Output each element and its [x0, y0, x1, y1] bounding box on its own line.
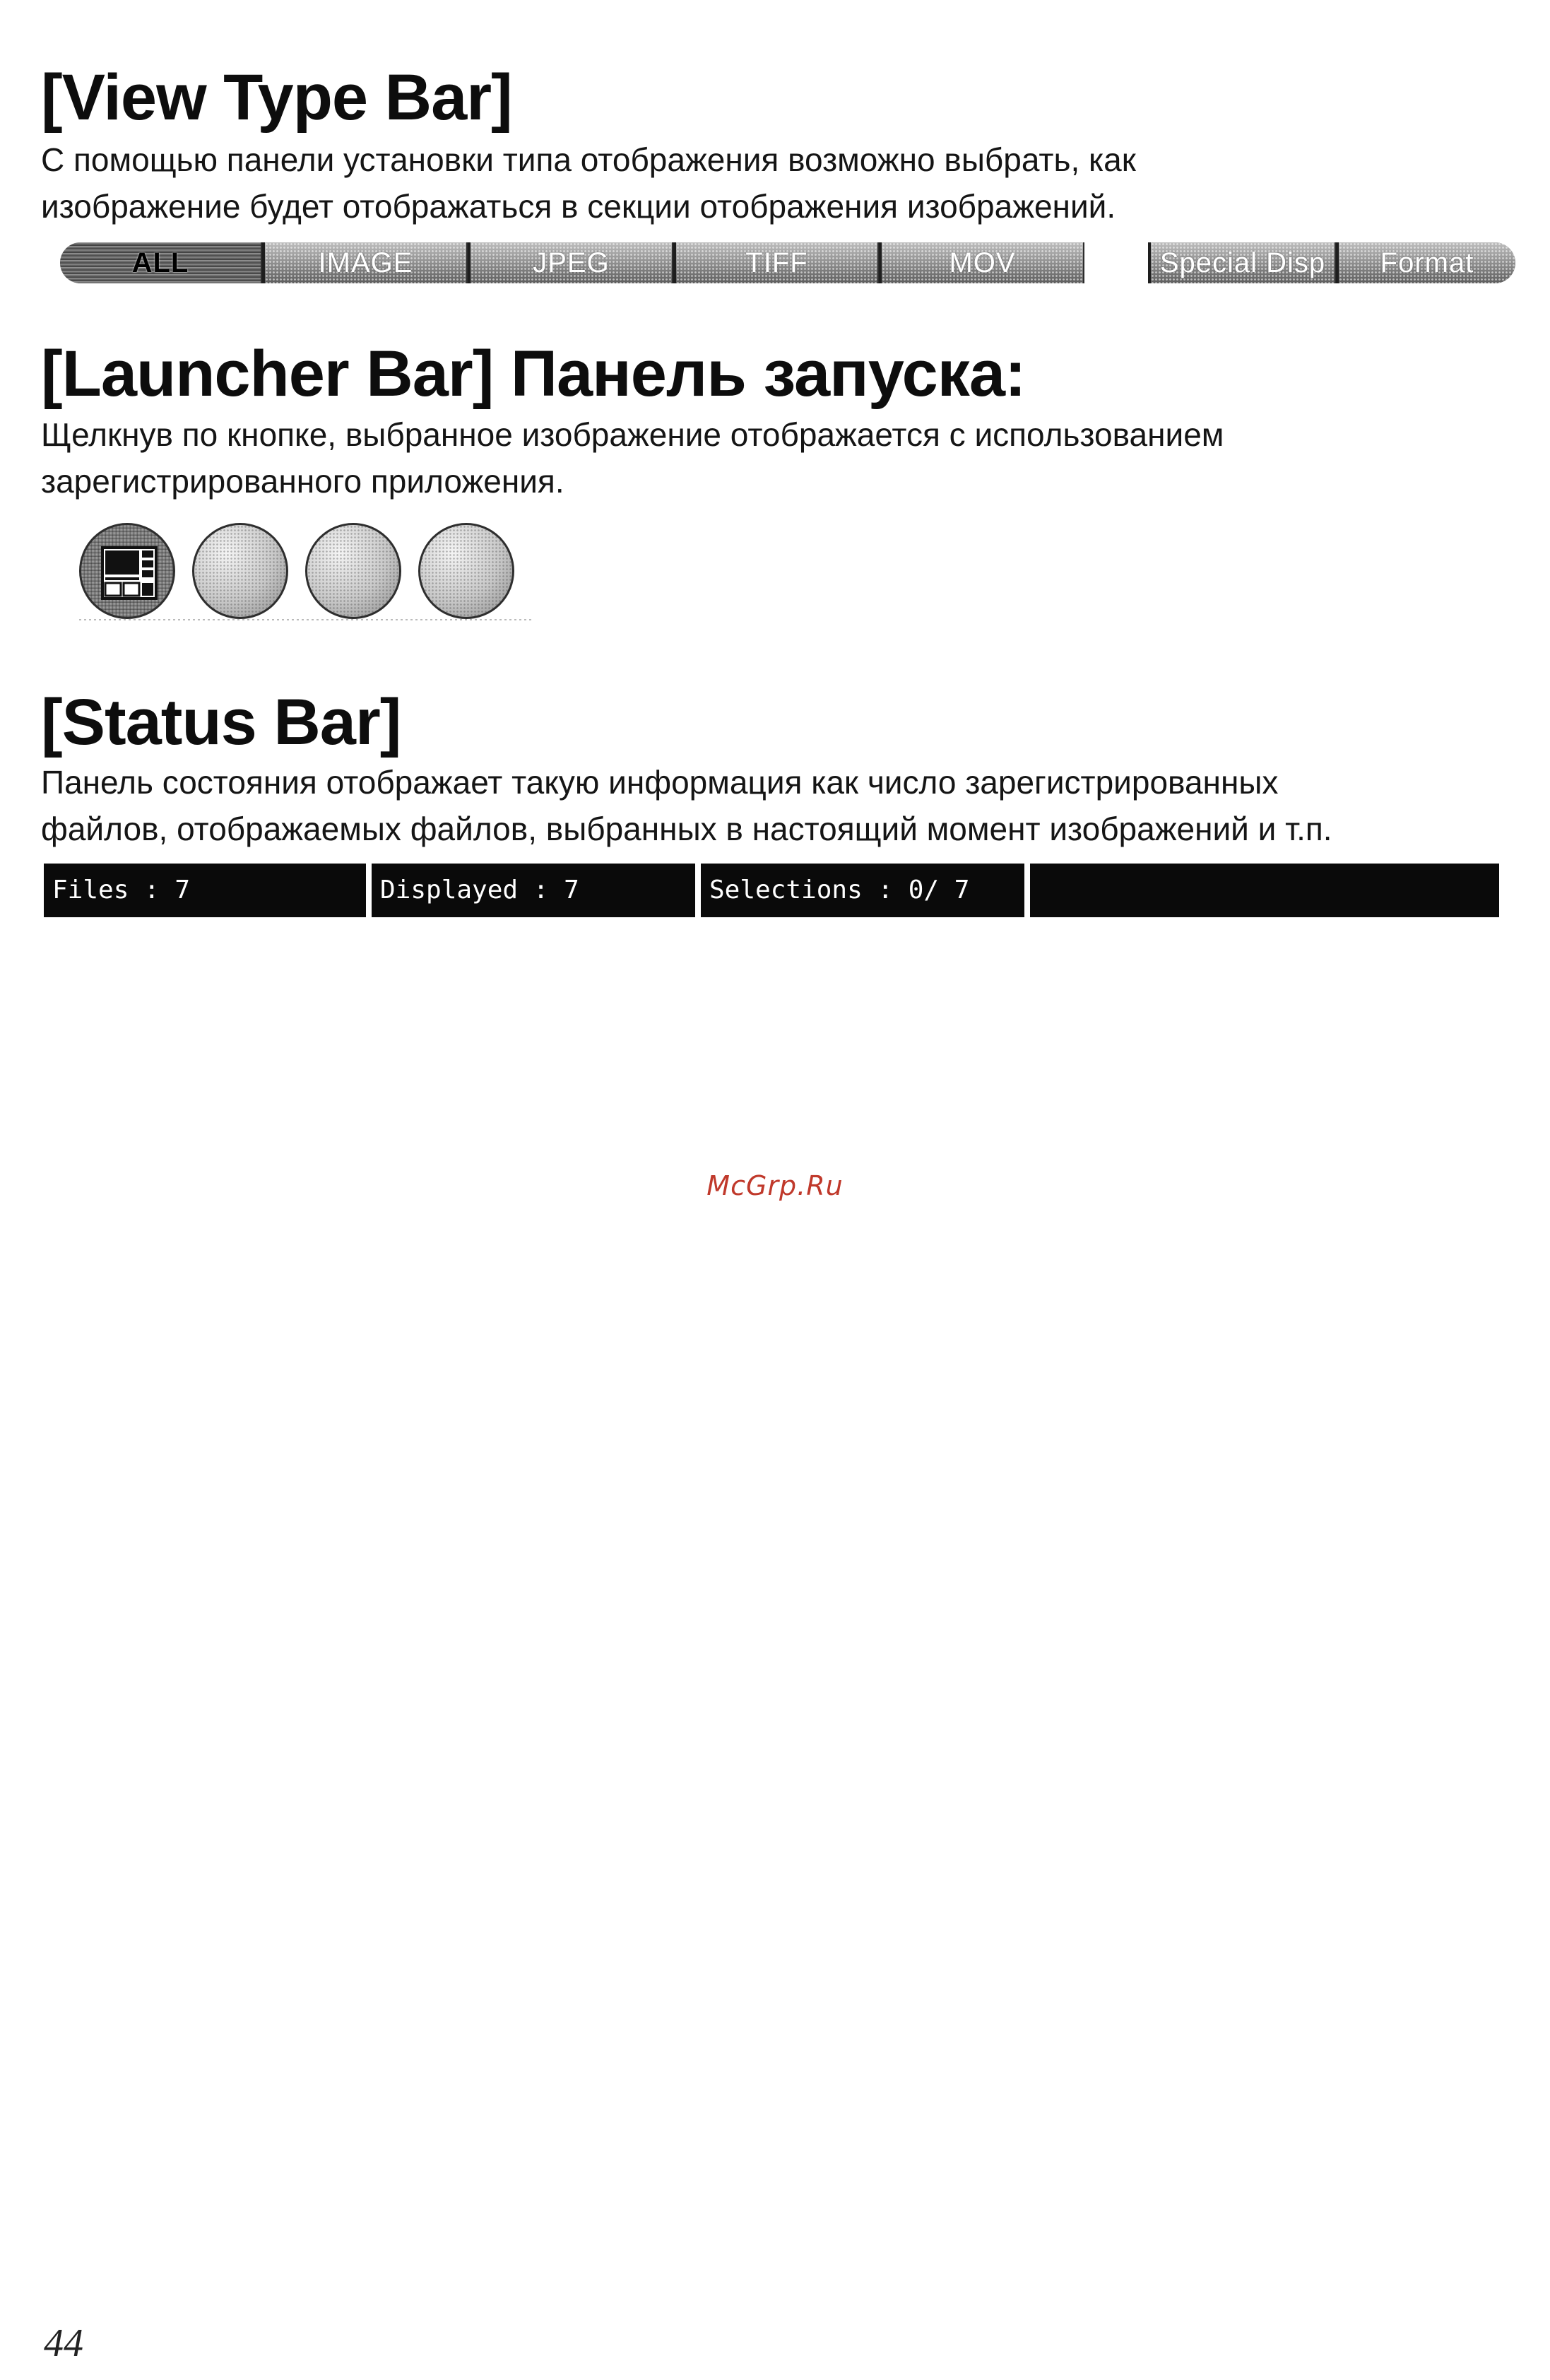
- launcher-button-application[interactable]: [79, 523, 175, 619]
- page-number: 44: [44, 2321, 83, 2365]
- status-heading: [Status Bar]: [41, 686, 401, 758]
- view-type-description: [41, 136, 1532, 230]
- status-extra-cell: [1030, 864, 1499, 917]
- status-description: [41, 759, 1532, 852]
- view-type-button-image[interactable]: IMAGE: [262, 242, 468, 283]
- launcher-heading: [Launcher Bar] Панель запуска:: [41, 338, 1026, 410]
- watermark: McGrp.Ru: [706, 1170, 844, 1201]
- view-type-button-format[interactable]: Format: [1336, 242, 1515, 283]
- status-selections-count: Selections : 0/ 7: [701, 864, 1024, 917]
- status-files-count: Files : 7: [44, 864, 366, 917]
- view-type-button-mov[interactable]: MOV: [879, 242, 1084, 283]
- status-description-line: файлов, отображаемых файлов, выбранных в настоящий момент изображений и т.п.: [41, 811, 1332, 847]
- launcher-button-empty-slot[interactable]: [192, 523, 288, 619]
- view-type-description-line: изображение будет отображаться в секции отображения изображений.: [41, 188, 1116, 225]
- launcher-description: [41, 411, 1532, 505]
- view-type-heading: [View Type Bar]: [41, 61, 512, 134]
- status-bar: [44, 864, 1499, 917]
- status-description-line: Панель состояния отображает такую информация как число зарегистрированных: [41, 764, 1279, 801]
- application-icon: [101, 546, 158, 600]
- launcher-button-empty-slot[interactable]: [305, 523, 401, 619]
- status-displayed-count: Displayed : 7: [372, 864, 695, 917]
- view-type-button-special-disp[interactable]: Special Disp: [1148, 242, 1336, 283]
- view-type-button-tiff[interactable]: TIFF: [673, 242, 879, 283]
- view-type-description-line: С помощью панели установки типа отображения возможно выбрать, как: [41, 141, 1136, 178]
- view-type-bar: [60, 242, 1515, 285]
- launcher-bar-baseline: [79, 619, 531, 620]
- view-type-button-all[interactable]: ALL: [60, 242, 262, 283]
- launcher-button-empty-slot[interactable]: [418, 523, 514, 619]
- launcher-description-line: зарегистрированного приложения.: [41, 463, 564, 500]
- launcher-description-line: Щелкнув по кнопке, выбранное изображение отображается с использованием: [41, 416, 1224, 453]
- view-type-button-jpeg[interactable]: JPEG: [468, 242, 673, 283]
- launcher-bar: [79, 523, 531, 622]
